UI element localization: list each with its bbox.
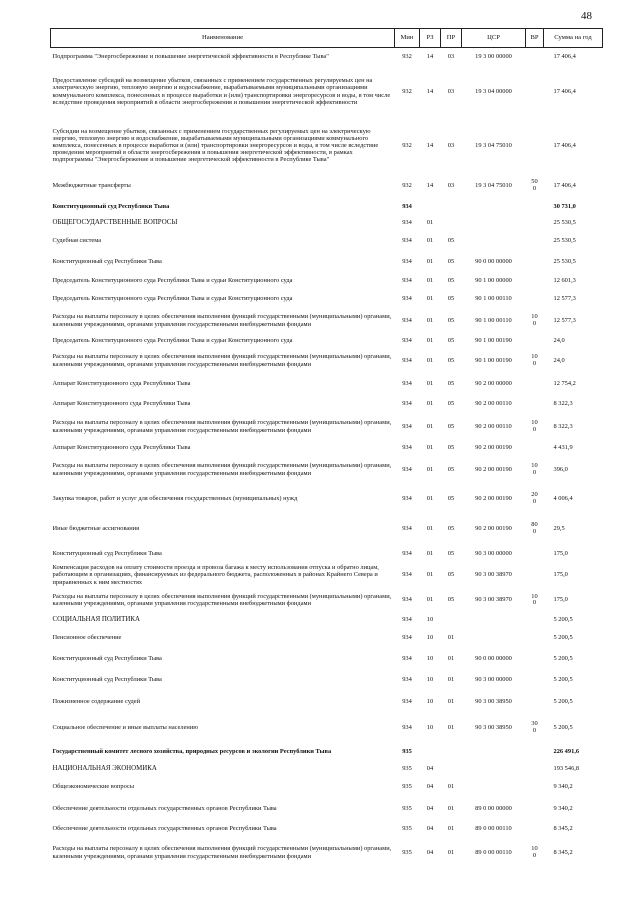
row-vr xyxy=(526,777,544,798)
row-pr: 03 xyxy=(447,181,455,189)
row-sum: 8 345,2 xyxy=(553,848,573,856)
row-vr xyxy=(526,649,544,670)
row-pr: 05 xyxy=(447,316,455,324)
row-rz: 14 xyxy=(426,53,434,61)
row-name: Судебная система xyxy=(52,237,102,245)
row-vr: 10 0 xyxy=(531,313,538,327)
table-row xyxy=(51,838,603,868)
row-name: Расходы на выплаты персоналу в целях обеспечения выполнения функций государственными (муниципальными) органами, казенными учреждениями, органами управления государственными внебюджетными фондами xyxy=(52,313,392,328)
row-name: Аппарат Конституционного суда Республики Тыва xyxy=(52,380,191,388)
row-csr: 90 3 00 38970 xyxy=(475,596,512,604)
row-min: 934 xyxy=(402,258,412,266)
row-csr: 90 3 00 00000 xyxy=(475,549,512,557)
row-pr: 03 xyxy=(447,141,455,149)
row-pr: 03 xyxy=(447,87,455,95)
table-row xyxy=(51,348,603,374)
table-row xyxy=(51,455,603,485)
row-pr: 05 xyxy=(447,294,455,302)
row-vr xyxy=(526,395,544,413)
row-rz: 14 xyxy=(426,181,434,189)
row-sum: 25 530,5 xyxy=(553,237,576,245)
row-csr xyxy=(462,613,526,628)
row-pr: 01 xyxy=(447,676,455,684)
row-min: 935 xyxy=(402,824,412,832)
table-row xyxy=(51,66,603,118)
row-vr xyxy=(526,374,544,395)
row-name: Расходы на выплаты персоналу в целях обеспечения выполнения функций государственными (муниципальными) органами, казенными учреждениями, органами управления государственными внебюджетными фондами xyxy=(52,592,392,607)
row-sum: 24,0 xyxy=(553,336,565,344)
row-min: 934 xyxy=(402,697,412,705)
row-sum: 12 754,2 xyxy=(553,380,576,388)
row-name: Компенсация расходов на оплату стоимости проезда и провоза багажа к месту использования отпуска и обратно лицам, работающим в организациях, финансируемых из федерального бюджета, расположенных в районах Крайнего Севера и приравненных к ним местностях xyxy=(52,564,379,586)
row-min: 934 xyxy=(402,634,412,642)
row-rz: 01 xyxy=(426,219,434,227)
row-csr: 19 3 04 75010 xyxy=(475,181,512,189)
row-sum: 29,5 xyxy=(553,524,565,532)
row-min: 934 xyxy=(402,655,412,663)
row-pr: 01 xyxy=(447,804,455,812)
row-sum: 17 406,4 xyxy=(553,181,576,189)
row-vr xyxy=(526,216,544,231)
row-name: ОБЩЕГОСУДАРСТВЕННЫЕ ВОПРОСЫ xyxy=(52,219,178,227)
row-pr: 05 xyxy=(447,524,455,532)
row-pr: 01 xyxy=(447,824,455,832)
table-row xyxy=(51,413,603,441)
table-row xyxy=(51,308,603,334)
row-csr xyxy=(462,628,526,649)
row-min: 934 xyxy=(402,524,412,532)
table-row xyxy=(51,118,603,174)
row-rz: 10 xyxy=(426,697,434,705)
row-rz: 10 xyxy=(426,616,434,624)
table-row xyxy=(51,485,603,513)
row-csr: 90 1 00 00190 xyxy=(475,356,512,364)
row-name: Конституционный суд Республики Тыва xyxy=(52,655,162,663)
row-name: Пожизненное содержание судей xyxy=(52,697,141,705)
row-pr xyxy=(441,198,462,216)
row-vr: 10 0 xyxy=(531,845,538,859)
row-sum: 17 406,4 xyxy=(553,141,576,149)
row-pr: 01 xyxy=(447,634,455,642)
row-vr xyxy=(526,628,544,649)
row-rz: 01 xyxy=(426,494,434,502)
table-row xyxy=(51,216,603,231)
row-vr xyxy=(526,441,544,455)
col-header-vr: ВР xyxy=(526,29,544,48)
row-name: Пенсионное обеспечение xyxy=(52,634,122,642)
row-min: 935 xyxy=(402,804,412,812)
row-vr: 10 0 xyxy=(531,462,538,476)
row-name: Расходы на выплаты персоналу в целях обеспечения выполнения функций государственными (муниципальными) органами, казенными учреждениями, органами управления государственными внебюджетными фондами xyxy=(52,845,392,860)
row-csr: 90 2 00 00190 xyxy=(475,465,512,473)
row-min: 934 xyxy=(402,494,412,502)
row-pr: 05 xyxy=(447,336,455,344)
row-min: 935 xyxy=(402,783,412,791)
row-rz: 04 xyxy=(426,848,434,856)
row-csr xyxy=(462,198,526,216)
row-sum: 175,0 xyxy=(553,549,568,557)
row-pr: 05 xyxy=(447,422,455,430)
row-sum: 4 431,9 xyxy=(553,443,573,451)
table-row xyxy=(51,174,603,198)
row-name: Конституционный суд Республики Тыва xyxy=(52,202,170,210)
table-row xyxy=(51,563,603,588)
row-sum: 12 577,3 xyxy=(553,294,576,302)
row-csr: 90 1 00 00000 xyxy=(475,277,512,285)
row-name: Подпрограмма "Энергосбережение и повышение энергетической эффективности в Республике Тыва" xyxy=(52,53,329,61)
row-rz: 01 xyxy=(426,399,434,407)
table-row xyxy=(51,613,603,628)
row-sum: 24,0 xyxy=(553,356,565,364)
table-row xyxy=(51,670,603,691)
row-pr: 05 xyxy=(447,465,455,473)
table-row xyxy=(51,273,603,290)
row-sum: 17 406,4 xyxy=(553,53,576,61)
row-name: СОЦИАЛЬНАЯ ПОЛИТИКА xyxy=(52,616,140,624)
row-rz: 01 xyxy=(426,549,434,557)
row-sum: 5 200,5 xyxy=(553,634,573,642)
row-sum: 8 322,3 xyxy=(553,399,573,407)
row-min: 934 xyxy=(402,356,412,364)
row-min: 934 xyxy=(402,202,412,210)
table-row xyxy=(51,777,603,798)
row-rz: 01 xyxy=(426,596,434,604)
table-row xyxy=(51,231,603,252)
row-csr: 19 3 04 75010 xyxy=(475,141,512,149)
row-rz xyxy=(420,743,441,761)
row-vr xyxy=(526,670,544,691)
table-row xyxy=(51,588,603,613)
row-csr xyxy=(462,761,526,777)
row-pr xyxy=(441,216,462,231)
row-rz: 10 xyxy=(426,655,434,663)
row-pr: 05 xyxy=(447,258,455,266)
row-vr xyxy=(526,252,544,273)
row-pr: 01 xyxy=(447,783,455,791)
row-min: 934 xyxy=(402,277,412,285)
row-pr: 01 xyxy=(447,655,455,663)
row-sum: 193 546,8 xyxy=(553,764,580,772)
row-vr xyxy=(526,613,544,628)
row-sum: 5 200,5 xyxy=(553,697,573,705)
row-csr: 90 2 00 00190 xyxy=(475,524,512,532)
row-rz: 04 xyxy=(426,804,434,812)
row-csr: 89 0 00 00000 xyxy=(475,804,512,812)
row-name: НАЦИОНАЛЬНАЯ ЭКОНОМИКА xyxy=(52,764,157,772)
row-pr: 01 xyxy=(447,848,455,856)
row-sum: 5 200,5 xyxy=(553,676,573,684)
row-name: Аппарат Конституционного суда Республики Тыва xyxy=(52,443,191,451)
row-name: Государственный комитет лесного хозяйства, природных ресурсов и экологии Республики Тыва xyxy=(52,747,332,755)
row-min: 934 xyxy=(402,616,412,624)
row-vr xyxy=(526,118,544,174)
row-vr xyxy=(526,273,544,290)
row-pr: 05 xyxy=(447,356,455,364)
row-csr: 89 0 00 00110 xyxy=(475,824,512,832)
row-vr xyxy=(526,563,544,588)
table-row xyxy=(51,691,603,713)
row-pr: 05 xyxy=(447,237,455,245)
row-vr xyxy=(526,334,544,348)
row-min: 934 xyxy=(402,237,412,245)
row-vr: 20 0 xyxy=(531,491,538,505)
row-vr xyxy=(526,231,544,252)
row-rz: 01 xyxy=(426,258,434,266)
row-rz: 10 xyxy=(426,723,434,731)
row-csr xyxy=(462,216,526,231)
row-rz: 01 xyxy=(426,336,434,344)
row-rz: 01 xyxy=(426,422,434,430)
row-rz: 14 xyxy=(426,87,434,95)
table-row xyxy=(51,198,603,216)
row-name: Конституционный суд Республики Тыва xyxy=(52,258,162,266)
row-rz: 01 xyxy=(426,465,434,473)
table-row xyxy=(51,374,603,395)
row-pr: 05 xyxy=(447,277,455,285)
table-row xyxy=(51,761,603,777)
row-sum: 25 530,5 xyxy=(553,258,576,266)
row-pr: 05 xyxy=(447,494,455,502)
row-vr xyxy=(526,48,544,66)
row-pr: 05 xyxy=(447,571,455,579)
row-min: 934 xyxy=(402,443,412,451)
row-min: 934 xyxy=(402,422,412,430)
row-min: 934 xyxy=(402,336,412,344)
row-min: 934 xyxy=(402,465,412,473)
row-csr: 90 3 00 00000 xyxy=(475,676,512,684)
row-min: 934 xyxy=(402,316,412,324)
row-csr xyxy=(462,231,526,252)
row-min: 935 xyxy=(402,848,412,856)
row-pr: 05 xyxy=(447,596,455,604)
row-min: 934 xyxy=(402,380,412,388)
col-header-csr: ЦСР xyxy=(462,29,526,48)
row-csr: 90 2 00 00190 xyxy=(475,443,512,451)
row-csr: 90 3 00 38950 xyxy=(475,723,512,731)
row-name: Общеэкономические вопросы xyxy=(52,783,135,791)
row-name: Конституционный суд Республики Тыва xyxy=(52,549,162,557)
row-vr xyxy=(526,761,544,777)
row-csr: 90 2 00 00110 xyxy=(475,422,512,430)
row-pr: 05 xyxy=(447,399,455,407)
table-row xyxy=(51,743,603,761)
row-name: Расходы на выплаты персоналу в целях обеспечения выполнения функций государственными (муниципальными) органами, казенными учреждениями, органами управления государственными внебюджетными фондами xyxy=(52,419,392,434)
row-min: 935 xyxy=(402,747,412,755)
row-csr: 19 3 00 00000 xyxy=(475,53,512,61)
col-header-min: Мин xyxy=(395,29,420,48)
table-row xyxy=(51,252,603,273)
row-sum: 175,0 xyxy=(553,596,568,604)
table-row xyxy=(51,290,603,308)
row-sum: 4 006,4 xyxy=(553,494,573,502)
row-vr: 10 0 xyxy=(531,353,538,367)
row-vr xyxy=(526,198,544,216)
table-row xyxy=(51,334,603,348)
row-pr xyxy=(441,743,462,761)
row-min: 935 xyxy=(402,764,412,772)
row-vr: 10 0 xyxy=(531,419,538,433)
row-name: Закупка товаров, работ и услуг для обеспечения государственных (муниципальных) нужд xyxy=(52,494,298,502)
table-row xyxy=(51,513,603,545)
row-min: 932 xyxy=(402,53,412,61)
row-name: Иные бюджетные ассигнования xyxy=(52,524,140,532)
row-sum: 226 491,6 xyxy=(553,747,580,755)
row-vr xyxy=(526,820,544,838)
table-header xyxy=(51,29,603,48)
table-row xyxy=(51,713,603,743)
row-pr xyxy=(441,613,462,628)
table-row xyxy=(51,395,603,413)
table-body xyxy=(51,48,603,868)
row-csr: 90 0 00 00000 xyxy=(475,655,512,663)
row-name: Председатель Конституционного суда Республики Тыва и судьи Конституционного суда xyxy=(52,336,293,344)
row-sum: 5 200,5 xyxy=(553,655,573,663)
row-min: 934 xyxy=(402,294,412,302)
row-vr: 80 0 xyxy=(531,521,538,535)
row-csr: 90 2 00 00190 xyxy=(475,494,512,502)
row-sum: 396,0 xyxy=(553,465,568,473)
table-row xyxy=(51,649,603,670)
row-rz: 04 xyxy=(426,783,434,791)
row-min: 932 xyxy=(402,87,412,95)
row-name: Председатель Конституционного суда Республики Тыва и судьи Конституционного суда xyxy=(52,277,293,285)
row-rz: 10 xyxy=(426,634,434,642)
row-pr: 01 xyxy=(447,697,455,705)
row-sum: 25 530,5 xyxy=(553,219,576,227)
row-vr: 30 0 xyxy=(531,720,538,734)
row-csr xyxy=(462,777,526,798)
row-min: 934 xyxy=(402,219,412,227)
row-csr: 19 3 04 00000 xyxy=(475,87,512,95)
row-sum: 5 200,5 xyxy=(553,616,573,624)
row-name: Обеспечение деятельности отдельных государственных органов Республики Тыва xyxy=(52,804,277,812)
row-vr xyxy=(526,691,544,713)
row-rz: 01 xyxy=(426,277,434,285)
row-csr xyxy=(462,743,526,761)
row-sum: 12 601,3 xyxy=(553,277,576,285)
row-name: Обеспечение деятельности отдельных государственных органов Республики Тыва xyxy=(52,824,277,832)
row-min: 934 xyxy=(402,596,412,604)
row-rz: 01 xyxy=(426,237,434,245)
row-name: Социальное обеспечение и иные выплаты населению xyxy=(52,723,199,731)
row-rz: 01 xyxy=(426,356,434,364)
row-name: Председатель Конституционного суда Республики Тыва и судьи Конституционного суда xyxy=(52,294,293,302)
row-rz: 01 xyxy=(426,294,434,302)
row-sum: 8 345,2 xyxy=(553,824,573,832)
row-rz: 04 xyxy=(426,824,434,832)
row-vr: 50 0 xyxy=(531,178,538,192)
row-vr xyxy=(526,545,544,563)
row-sum: 17 406,4 xyxy=(553,87,576,95)
row-csr: 90 0 00 00000 xyxy=(475,258,512,266)
table-row xyxy=(51,628,603,649)
row-sum: 12 577,3 xyxy=(553,316,576,324)
row-vr xyxy=(526,743,544,761)
row-min: 934 xyxy=(402,723,412,731)
row-sum: 5 200,5 xyxy=(553,723,573,731)
row-pr xyxy=(441,761,462,777)
row-min: 934 xyxy=(402,549,412,557)
row-min: 932 xyxy=(402,181,412,189)
row-vr: 10 0 xyxy=(531,592,538,606)
row-name: Конституционный суд Республики Тыва xyxy=(52,676,162,684)
row-rz: 01 xyxy=(426,316,434,324)
row-rz: 01 xyxy=(426,571,434,579)
row-pr: 01 xyxy=(447,723,455,731)
row-rz: 01 xyxy=(426,380,434,388)
row-csr: 90 1 00 00110 xyxy=(475,294,512,302)
row-rz: 10 xyxy=(426,676,434,684)
row-sum: 8 322,3 xyxy=(553,422,573,430)
row-name: Межбюджетные трансферты xyxy=(52,181,131,189)
table-row xyxy=(51,441,603,455)
row-rz: 04 xyxy=(426,764,434,772)
col-header-name: Наименование xyxy=(51,29,395,48)
row-name: Расходы на выплаты персоналу в целях обеспечения выполнения функций государственными (муниципальными) органами, казенными учреждениями, органами управления государственными внебюджетными фондами xyxy=(52,353,392,368)
row-vr xyxy=(526,290,544,308)
budget-table xyxy=(50,28,603,868)
col-header-sum: Сумма на год xyxy=(544,29,603,48)
row-sum: 9 340,2 xyxy=(553,804,573,812)
row-csr: 90 1 00 00190 xyxy=(475,336,512,344)
row-vr xyxy=(526,798,544,820)
row-rz xyxy=(420,198,441,216)
table-row xyxy=(51,820,603,838)
table-row xyxy=(51,798,603,820)
row-csr: 90 2 00 00110 xyxy=(475,399,512,407)
col-header-pr: ПР xyxy=(441,29,462,48)
row-min: 934 xyxy=(402,676,412,684)
table-row xyxy=(51,48,603,66)
row-pr: 05 xyxy=(447,549,455,557)
row-csr: 90 3 00 38970 xyxy=(475,571,512,579)
row-csr: 89 0 00 00110 xyxy=(475,848,512,856)
row-min: 932 xyxy=(402,141,412,149)
row-min: 934 xyxy=(402,571,412,579)
row-pr: 05 xyxy=(447,443,455,451)
col-header-rz: РЗ xyxy=(420,29,441,48)
row-name: Аппарат Конституционного суда Республики Тыва xyxy=(52,399,191,407)
row-pr: 03 xyxy=(447,53,455,61)
row-vr xyxy=(526,66,544,118)
row-csr: 90 1 00 00110 xyxy=(475,316,512,324)
page-number: 48 xyxy=(581,10,592,22)
row-csr: 90 2 00 00000 xyxy=(475,380,512,388)
row-rz: 01 xyxy=(426,443,434,451)
row-csr: 90 3 00 38950 xyxy=(475,697,512,705)
row-sum: 9 340,2 xyxy=(553,783,573,791)
row-rz: 01 xyxy=(426,524,434,532)
row-name: Предоставление субсидий на возмещение убытков, связанных с применением государственных регулируемых цен на электрическую энергию, тепловую энергию и водоснабжение, вырабатываемыми муниципальными организациями коммунального комплекса, понесенных в процессе выработки и (или) транспортировки энергоресурсов и воды, в том числе вследствие проведения мероприятий в области энергосбережения и повышения энергетической эффективности xyxy=(52,77,391,106)
row-min: 934 xyxy=(402,399,412,407)
row-name: Субсидии на возмещение убытков, связанных с применением государственных регулируемых цен на электрическую энергию, тепловую энергию и водоснабжение, вырабатываемыми муниципальными организациями коммунального комплекса, понесенных в процессе выработки и (или) транспортировки энергоресурсов и воды, в том числе вследствие проведения мероприятий в области энергосбережения и повышения энергетической эффективности, в рамках подпрограммы "Энергосбережение и повышение энергетической эффективности в Республике Тыва" xyxy=(52,127,379,164)
row-name: Расходы на выплаты персоналу в целях обеспечения выполнения функций государственными (муниципальными) органами, казенными учреждениями, органами управления государственными внебюджетными фондами xyxy=(52,462,392,477)
row-sum: 30 731,0 xyxy=(553,202,576,210)
table-row xyxy=(51,545,603,563)
row-rz: 14 xyxy=(426,141,434,149)
row-pr: 05 xyxy=(447,380,455,388)
row-sum: 175,0 xyxy=(553,571,568,579)
